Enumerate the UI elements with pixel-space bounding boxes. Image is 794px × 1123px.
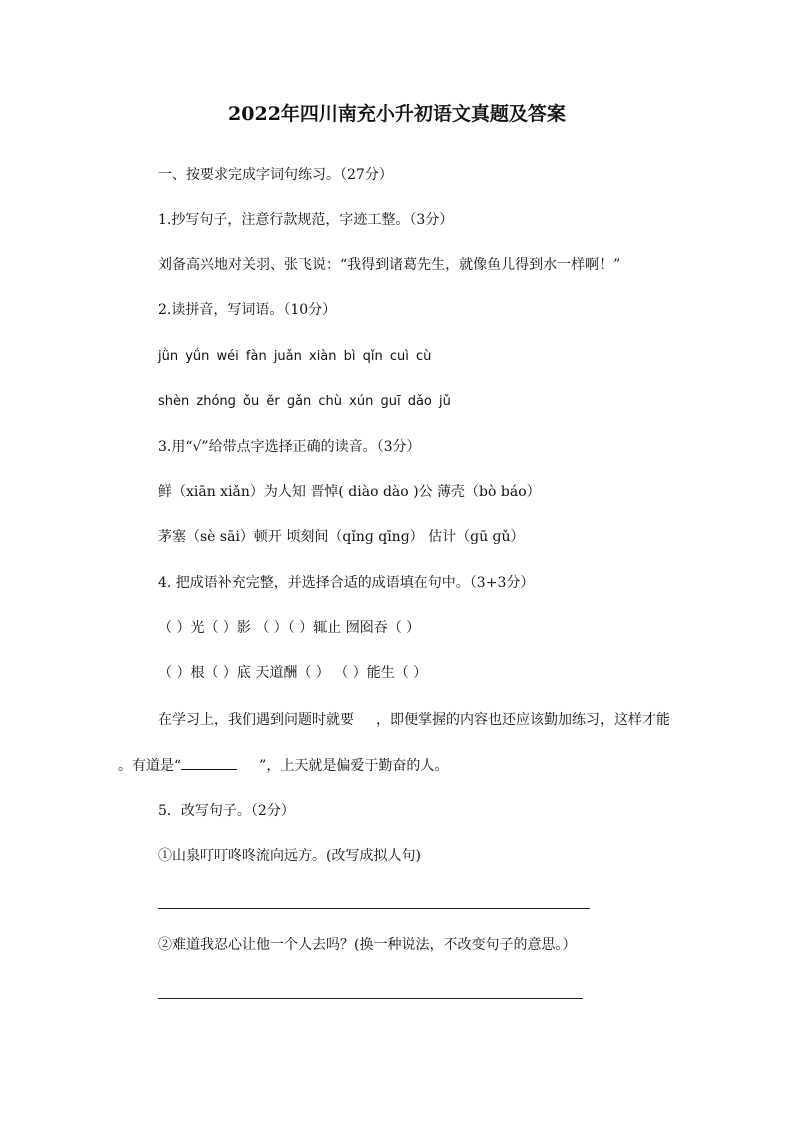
- section-heading: 一、按要求完成字词句练习。（27分）: [158, 167, 393, 183]
- idiom-line-2: （ ）根（ ）底 天道酬（ ） （ ）能生（ ）: [158, 665, 428, 681]
- answer-line-2[interactable]: [158, 998, 583, 999]
- pinyin-line-2: shèn zhónɡ ǒu ěr ɡǎn chù xún ɡuī dǎo jǔ: [158, 394, 451, 409]
- question-2-prompt: 2.读拼音，写词语。（10分）: [158, 302, 337, 318]
- quote-blank[interactable]: [181, 757, 237, 770]
- fill-text-d: ”，上天就是偏爱于勤奋的人。: [259, 758, 449, 774]
- question-5-item-1: ①山泉叮叮咚咚流向远方。(改写成拟人句): [158, 848, 421, 864]
- fill-paragraph-line-1: [158, 711, 670, 729]
- question-1-sentence: 刘备高兴地对关羽、张飞说：“我得到诸葛先生，就像鱼儿得到水一样啊！”: [158, 257, 621, 273]
- fill-text-c: 。有道是“: [118, 758, 182, 774]
- question-4-prompt: 4. 把成语补充完整，并选择合适的成语填在句中。（3+3分）: [158, 575, 535, 591]
- question-3-line-1: 鲜（xiān xiǎn）为人知 晋悼( diào dào )公 薄壳（bò báo）: [158, 484, 541, 500]
- page-title: 2022年四川南充小升初语文真题及答案: [228, 103, 566, 125]
- pinyin-line-1: jǜn yǘn wéi fàn juǎn xiàn bì qǐn cuì cù: [158, 349, 432, 364]
- question-3-prompt: 3.用“√”给带点字选择正确的读音。（3分）: [158, 439, 421, 455]
- answer-line-1[interactable]: [158, 908, 590, 909]
- fill-paragraph-line-2: [118, 757, 448, 775]
- idiom-line-1: （ ）光（ ）影 （ ）（ ）辄止 囫囵吞（ ）: [158, 620, 421, 636]
- question-5-item-2: ②难道我忍心让他一个人去吗？(换一种说法，不改变句子的意思。）: [158, 937, 577, 953]
- fill-text-a: 在学习上，我们遇到问题时就要: [158, 712, 354, 728]
- question-5-prompt: 5．改写句子。（2分）: [158, 803, 295, 819]
- fill-text-b: ，即便掌握的内容也还应该勤加练习，这样才能: [376, 712, 670, 728]
- question-3-line-2: 茅塞（sè sāi）顿开 顷刻间（qǐnɡ qīnɡ） 估计（ɡū ɡǔ）: [158, 529, 525, 545]
- question-1-prompt: 1.抄写句子，注意行款规范，字迹工整。（3分）: [158, 212, 454, 228]
